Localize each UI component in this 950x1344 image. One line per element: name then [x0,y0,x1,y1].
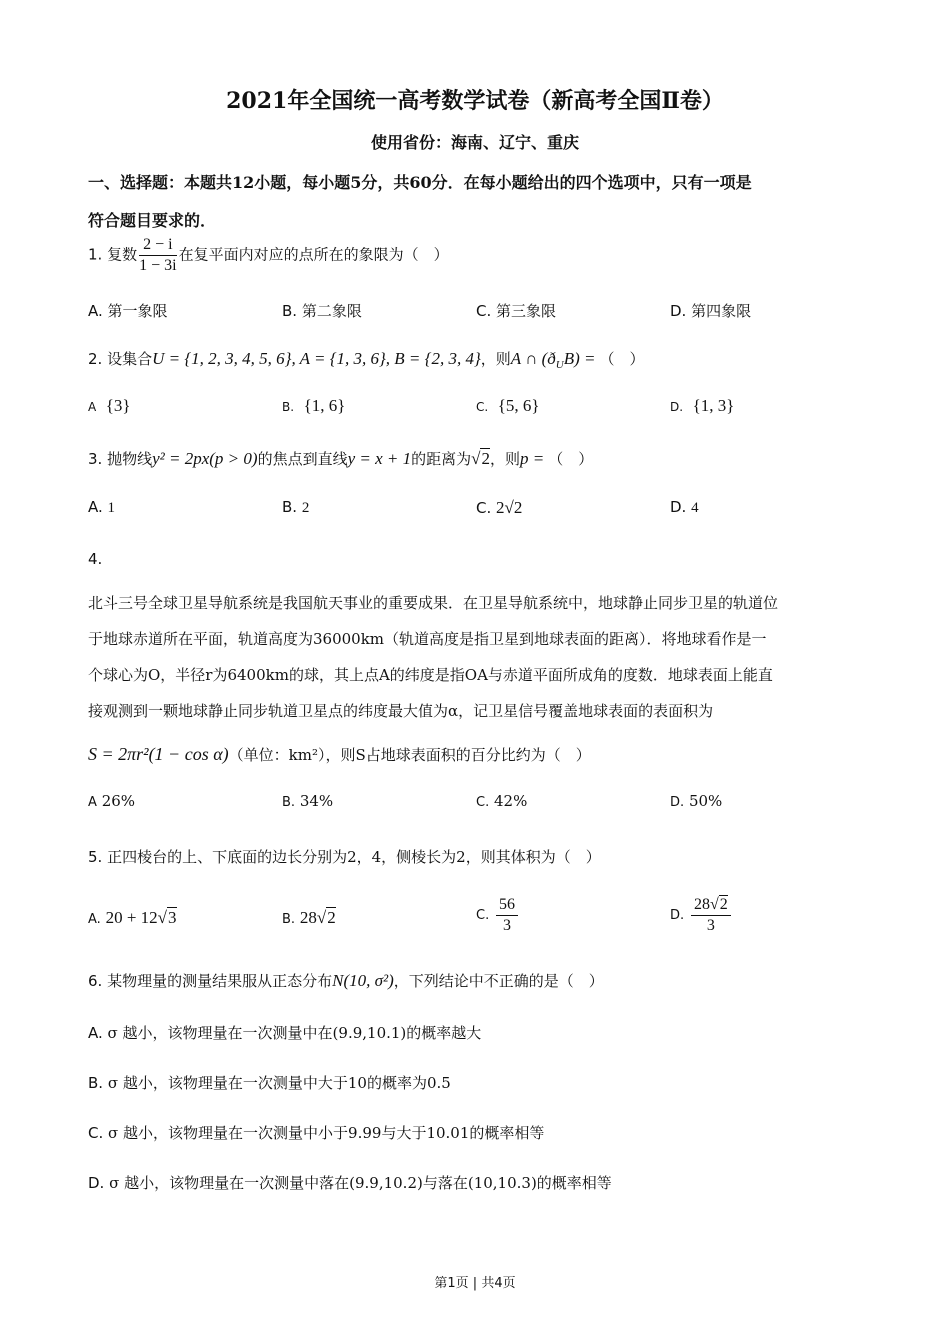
option-d[interactable] [88,1172,612,1193]
option-label: C. [476,499,492,517]
option-text: 2√2 [496,498,523,517]
math-expression: B) = [563,349,596,368]
question-text: ，则 [480,350,511,368]
question-4-line2: 于地球赤道所在平面，轨道高度为36000km（轨道高度是指卫星到地球表面的距离）．将地球看作是一 [88,630,767,648]
option-c[interactable] [476,792,527,810]
section-heading-line2: 符合题目要求的． [88,211,217,230]
question-4-line1: 北斗三号全球卫星导航系统是我国航天事业的重要成果．在卫星导航系统中，地球静止同步卫星的轨道位 [88,594,779,612]
sqrt-argument: 2 [481,449,490,468]
math-expression: p = [520,449,545,468]
option-text: 50% [688,792,723,810]
option-c[interactable] [476,300,556,321]
question-text: 的距离为 [411,450,472,468]
option-text: 第三象限 [496,302,557,320]
option-label: A. [88,498,103,516]
fraction-denominator: 3 [706,917,715,934]
question-6 [88,970,604,991]
option-text: 34% [299,792,334,810]
option-text: 4 [691,500,699,516]
question-1 [88,236,449,275]
question-text: ，则 [489,450,520,468]
math-formula: S = 2πr²(1 − cos α) [88,744,229,764]
question-text: （单位：km²），则S占地球表面积的百分比约为（ ） [228,746,591,764]
option-label: D. [670,400,684,414]
question-2 [88,348,645,371]
question-text: 在复平面内对应的点所在的象限为（ ） [178,245,449,264]
option-label: C. [476,302,492,320]
option-text: σ 越小，该物理量在一次测量中在(9.9,10.1)的概率越大 [107,1024,482,1042]
math-expression: U = {1, 2, 3, 4, 5, 6}, A = {1, 3, 6}, B = {2, 3, 4} [152,349,481,368]
sqrt-argument: 3 [168,908,177,927]
option-text: 42% [494,792,528,810]
question-text: 设集合 [107,350,153,368]
option-label: A [88,400,97,414]
option-c[interactable] [476,896,520,935]
question-text: ，下列结论中不正确的是（ ） [393,972,604,990]
option-label: A [88,795,97,810]
option-label: A. [88,302,103,320]
option-label: B. [282,302,298,320]
option-label: D. [88,1174,105,1192]
option-text: {1, 6} [303,396,346,415]
option-label: C. [88,1124,104,1142]
option-text: {1, 3} [692,396,735,415]
option-label: B. [282,498,298,516]
question-number: 1. [88,245,103,264]
fraction-numerator: 56 [496,896,518,916]
sqrt-symbol: √ [471,449,481,468]
option-d[interactable] [670,896,733,935]
option-label: B. [88,1074,104,1092]
fraction-denominator: 3 [503,917,511,934]
question-text: （ ） [548,450,594,468]
option-label: C. [476,795,490,810]
option-label: C. [476,908,490,923]
option-b[interactable] [88,1072,451,1093]
math-expression: N(10, σ²) [332,971,394,990]
option-text: {5, 6} [497,396,540,415]
question-number: 2. [88,350,103,368]
option-text: 第一象限 [107,302,168,320]
question-number: 3. [88,450,103,468]
option-text: 第四象限 [691,302,752,320]
sqrt-argument: 2 [719,896,728,913]
option-d[interactable] [670,300,751,321]
fraction-numerator: 28 [693,896,710,913]
question-text: 复数 [107,245,138,264]
math-subscript: U [555,359,564,371]
option-c[interactable] [476,396,540,416]
option-text: {3} [105,396,131,415]
option-a[interactable] [88,300,168,321]
question-5 [88,846,601,867]
option-d[interactable] [670,498,699,517]
option-text: 1 [107,500,116,516]
option-label: C. [476,400,489,414]
math-expression: y = x + 1 [347,449,412,468]
option-b[interactable] [282,792,333,810]
sqrt-argument: 2 [327,908,336,927]
option-label: A. [88,912,101,927]
fraction: $\frac{28√2}{3}$ [691,896,731,935]
fraction [139,236,176,275]
page-title: 2021年全国统一高考数学试卷（新高考全国Ⅱ卷） [226,88,724,114]
option-label: B. [282,400,295,414]
question-4-line4: 接观测到一颗地球静止同步轨道卫星点的纬度最大值为α，记卫星信号覆盖地球表面的表面积为 [88,702,714,720]
math-expression: y² = 2px(p > 0) [152,449,258,468]
option-b[interactable] [282,300,362,321]
page-subtitle: 使用省份：海南、辽宁、重庆 [370,133,579,152]
fraction [496,896,518,935]
option-label: D. [670,302,687,320]
option-label: D. [670,498,687,516]
option-text: σ 越小，该物理量在一次测量中落在(9.9,10.2)与落在(10,10.3)的概率相等 [109,1174,612,1192]
section-heading-line1: 一、选择题：本题共12小题，每小题5分，共60分．在每小题给出的四个选项中，只有一项是 [88,173,752,192]
math-expression: A ∩ (ð [510,349,556,368]
question-4-line5 [88,744,868,765]
option-text: 26% [101,792,136,810]
question-text: 正四棱台的上、下底面的边长分别为2，4，侧棱长为2，则其体积为（ ） [107,848,601,866]
option-label: A. [88,1024,103,1042]
option-label: D. [670,795,685,810]
question-number: 6. [88,972,103,990]
option-c[interactable] [88,1122,544,1143]
question-text: （ ） [599,350,645,368]
question-number: 5. [88,848,103,866]
option-label: D. [670,908,685,923]
option-b[interactable] [282,498,309,517]
fraction-denominator: 1 − 3i [139,257,177,274]
option-text: 第二象限 [301,302,362,320]
page-footer: 第1页 | 共4页 [434,1276,516,1291]
option-a[interactable] [88,792,135,810]
option-d[interactable] [670,396,734,416]
option-text: σ 越小，该物理量在一次测量中小于9.99与大于10.01的概率相等 [108,1124,545,1142]
option-a[interactable]: A. 20 + 12√3 [88,908,177,927]
option-text: 20 + 12 [105,908,158,927]
question-4-line3: 个球心为O，半径r为6400km的球，其上点A的纬度是指OA与赤道平面所成角的度数．地球表面上能直 [88,666,773,684]
option-label: B. [282,795,296,810]
option-label: B. [282,912,296,927]
option-a[interactable] [88,498,115,517]
option-d[interactable] [670,792,722,810]
option-a[interactable] [88,1022,481,1043]
question-3 [88,448,593,469]
question-4-number: 4. [88,550,103,568]
option-b[interactable] [282,396,345,416]
option-text: 28 [299,908,317,927]
option-a[interactable] [88,396,131,416]
question-text: 某物理量的测量结果服从正态分布 [107,972,333,990]
option-text: σ 越小，该物理量在一次测量中大于10的概率为0.5 [107,1074,451,1092]
option-b[interactable]: B. 28√2 [282,908,336,927]
option-text: 2 [301,500,310,516]
question-text: 抛物线 [107,450,153,468]
option-c[interactable] [476,498,522,518]
fraction-numerator: 2 − i [139,236,176,256]
question-text: 的焦点到直线 [257,450,348,468]
